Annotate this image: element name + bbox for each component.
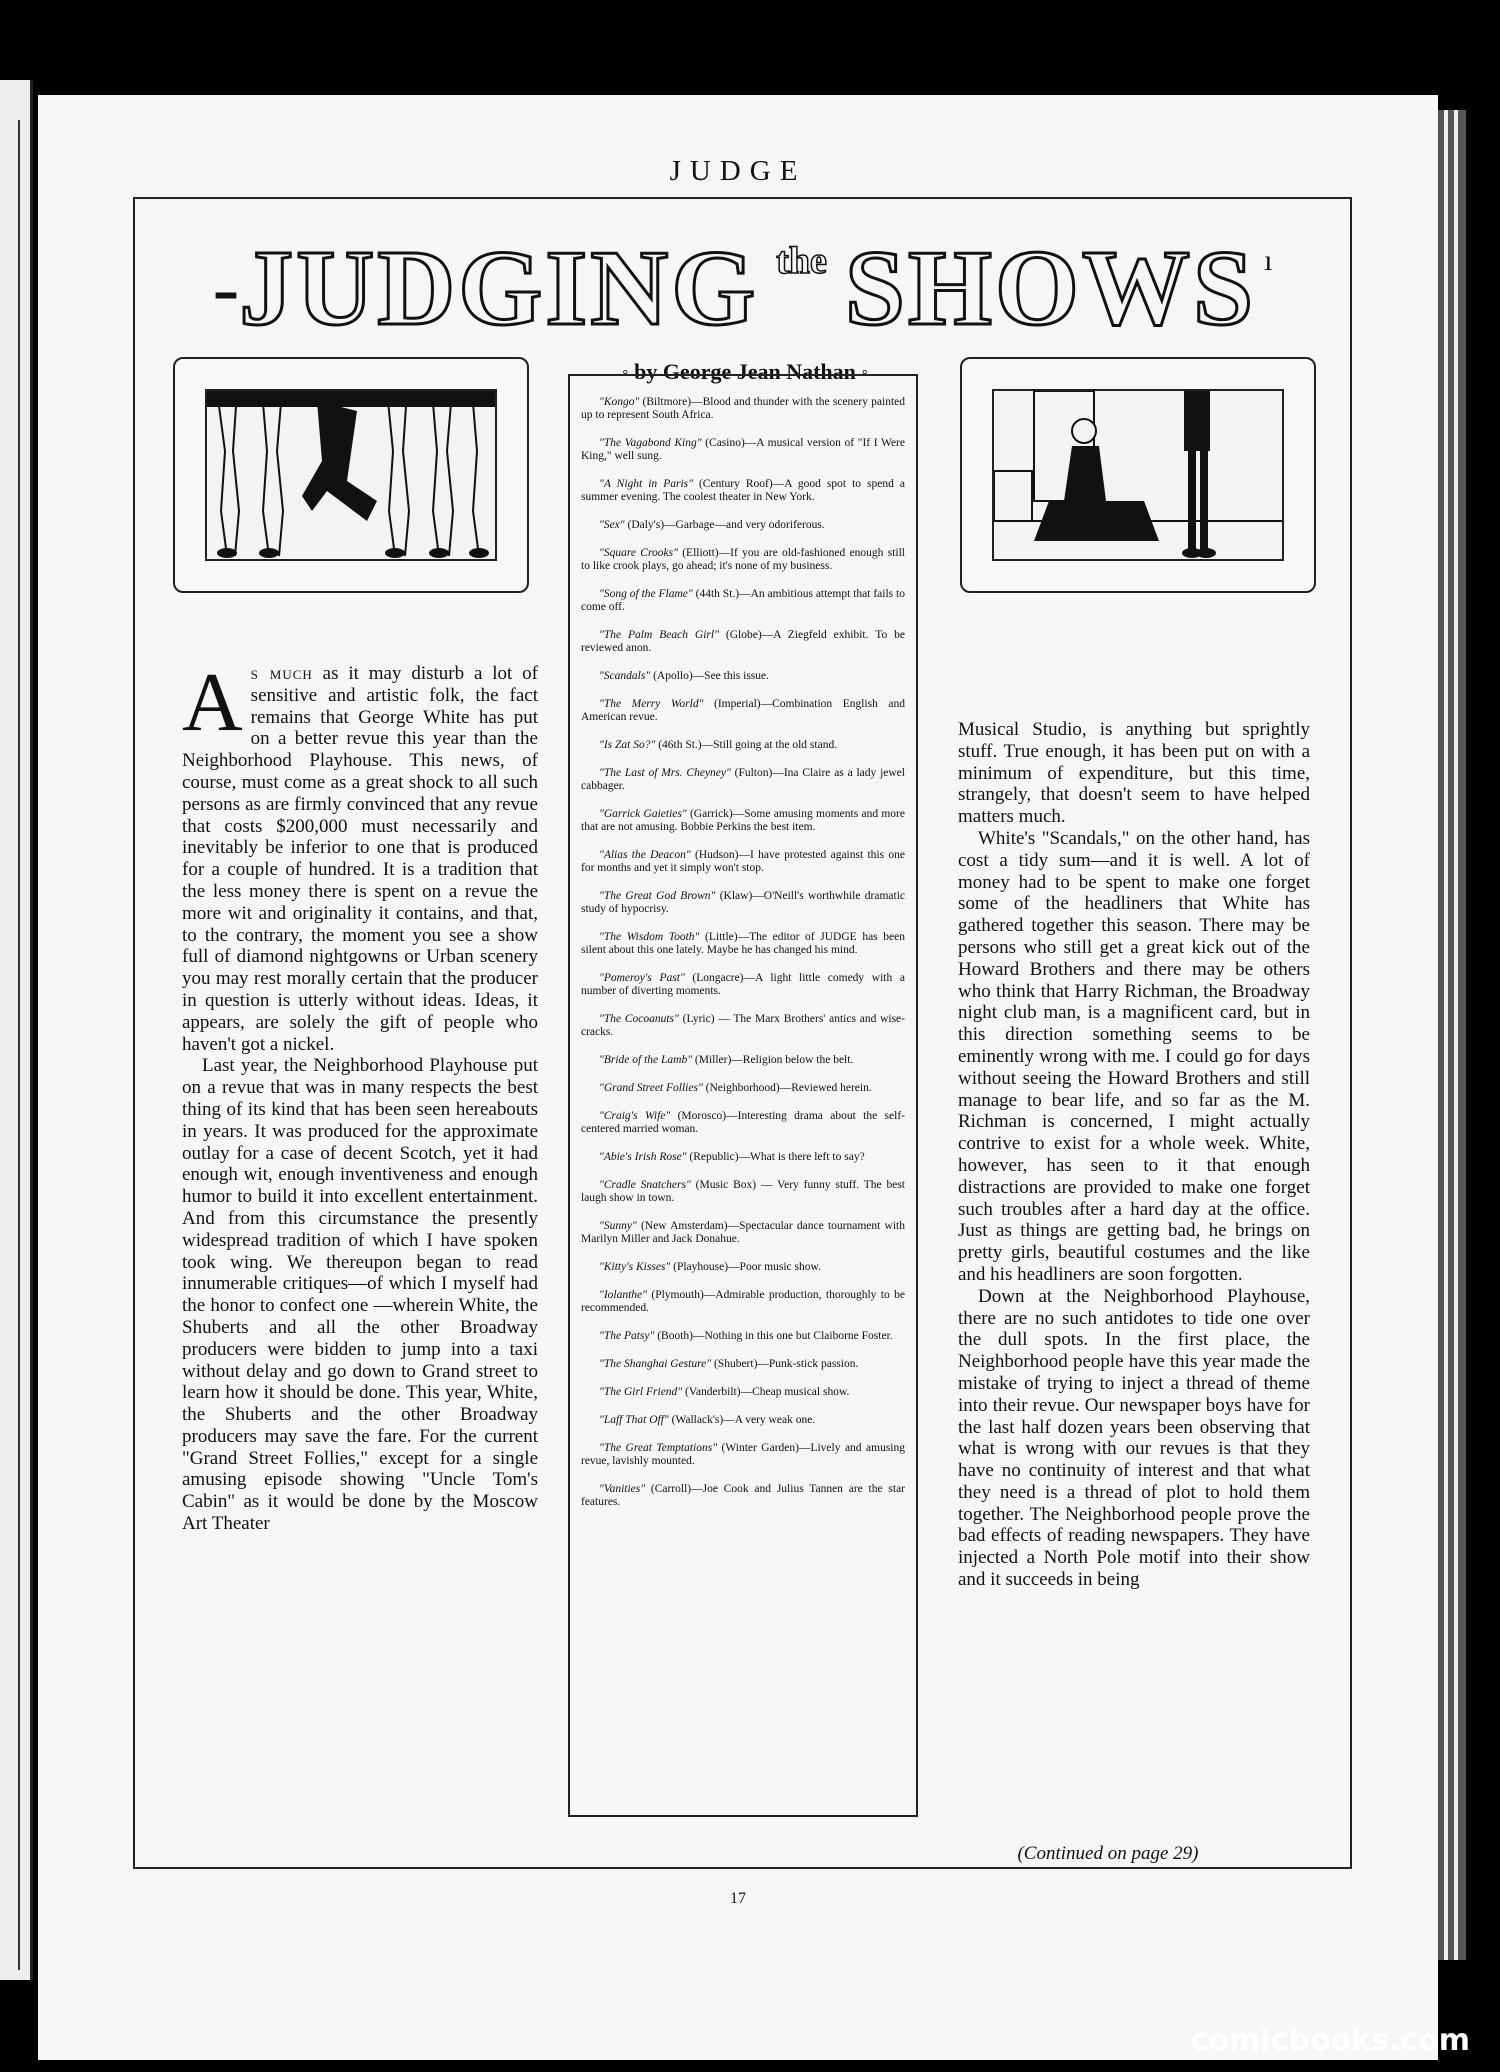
show-title: "Craig's Wife"	[599, 1110, 671, 1122]
show-listing-entry	[581, 1386, 905, 1399]
article-left-column	[182, 656, 538, 1535]
show-title: "The Vagabond King"	[599, 437, 702, 449]
show-review: (Music Box) — Very funny stuff. The best laugh show in town.	[581, 1179, 905, 1204]
show-listing-entry	[581, 767, 905, 793]
show-title: "Pomeroy's Past"	[599, 972, 685, 984]
show-listing-entry	[581, 931, 905, 957]
show-title: "The Great Temptations"	[599, 1442, 718, 1454]
byline: ° by George Jean Nathan °	[622, 359, 868, 384]
show-listing-entry	[581, 698, 905, 724]
show-listing-entry	[581, 1261, 905, 1274]
article-title	[165, 229, 1320, 349]
title-right-flourish: ı	[1264, 244, 1273, 277]
show-review: (Neighborhood)—Reviewed herein.	[702, 1082, 872, 1094]
show-review: (Apollo)—See this issue.	[650, 670, 770, 682]
show-listing-entry	[581, 1082, 905, 1095]
chorus-girls-drawing	[205, 389, 497, 561]
paragraph-scandals: White's "Scandals," on the other hand, has cost a tidy sum—and it is well. A lot of money had to be spent to make one forget some of the headliners that White has gathered together this season. There may be persons who still get a great kick out of the Howard Brothers and there may be others who think that Harry Richman, the Broadway night club man, is a magnificent card, but in this direction something seems to be eminently wrong with me. I could go for days without seeing the Howard Brothers and still manage to bear life, and so far as the M. Richman is concerned, I might actually contrive to exist for a whole week. White, however, has seen to it that enough distractions are provided to make one forget such troubles after a hard day at the office. Just as things are getting bad, he brings on pretty girls, beautiful costumes and the like and his headliners are soon forgotten.	[958, 827, 1310, 1285]
show-review: (44th St.)—An ambitious attempt that fails to come off.	[581, 588, 905, 613]
show-review: (Playhouse)—Poor music show.	[670, 1261, 821, 1273]
show-review: (Casino)—A musical version of "If I Were King," well sung.	[581, 437, 905, 462]
paragraph-musical-studio: Musical Studio, is anything but sprightly stuff. True enough, it has been put on with a minimum of expenditure, but this time, strangely, that doesn't seem to have helped matters much.	[958, 719, 1310, 828]
show-review: (Vanderbilt)—Cheap musical show.	[682, 1386, 850, 1398]
show-title: "Grand Street Follies"	[599, 1082, 703, 1094]
show-review: (Daly's)—Garbage—and very odoriferous.	[624, 519, 825, 531]
show-title: "Laff That Off"	[599, 1414, 669, 1426]
show-title: "Is Zat So?"	[599, 739, 656, 751]
show-review: (Shubert)—Punk-stick passion.	[711, 1358, 859, 1370]
show-listing-entry	[581, 849, 905, 875]
show-title: "Sunny"	[599, 1220, 637, 1232]
show-review: (New Amsterdam)—Spectacular dance tournament with Marilyn Miller and Jack Donahue.	[581, 1220, 905, 1245]
show-title: "Bride of the Lamb"	[599, 1054, 693, 1066]
magazine-header: JUDGE	[669, 155, 807, 187]
show-listing-entry	[581, 1358, 905, 1371]
title-left-flourish: -	[212, 244, 240, 333]
show-listing-entry	[581, 1483, 905, 1509]
magazine-page	[38, 95, 1438, 2060]
show-title: "The Cocoanuts"	[599, 1013, 679, 1025]
show-title: "Garrick Gaieties"	[599, 808, 687, 820]
facing-page-edge	[0, 80, 33, 1980]
show-review: (Imperial)—Combination English and American revue.	[581, 698, 905, 723]
show-listing-entry	[581, 1151, 905, 1164]
show-title: "The Patsy"	[599, 1330, 655, 1342]
show-review: (Longacre)—A light little comedy with a number of diverting moments.	[581, 972, 906, 997]
show-review: (Wallack's)—A very weak one.	[668, 1414, 816, 1426]
paragraph-neighborhood-playhouse: Down at the Neighborhood Playhouse, there are no such antidotes to tide one over the dull spots. In the first place, the Neighborhood people have this year made the mistake of trying to inject a thread of theme into their revue. Our newspaper boys have for the last half dozen years been observing that what is wrong with our revues is that they have no continuity of interest and that what they need is a thread of plot to hold them together. The Neighborhood people prove the bad effects of reading newspapers. They have injected a North Pole motif into their show and it succeeds in being	[958, 1285, 1310, 1591]
continued-note: (Continued on page 29)	[1017, 1843, 1199, 1864]
title-the: the	[776, 240, 827, 282]
show-listing-entry	[581, 739, 905, 752]
byline-text: by George Jean Nathan	[634, 359, 856, 384]
show-listing-entry	[581, 1330, 905, 1343]
show-review: (Little)—The editor of JUDGE has been silent about this one lately. Maybe he has changed his mind.	[581, 931, 905, 956]
show-listing-entry	[581, 1220, 905, 1246]
show-listing-entry	[581, 547, 905, 573]
show-review: (Biltmore)—Blood and thunder with the scenery painted up to represent South Africa.	[581, 396, 905, 421]
paragraph-opening-text: as it may disturb a lot of sensitive and artistic folk, the fact remains that George White has put on a better revue this year than the Neighborhood Playhouse. This news, of course, must come as a great shock to all such persons as are firmly convinced that any revue that costs $200,000 must necessarily and inevitably be inferior to one that is produced for a couple of hundred. It is a tradition that the less money there is spent on a revue the more wit and originality it contains, and that, to the contrary, the moment you see a show full of diamond nightgowns or Urban scenery you may rest morally certain that the producer in question is utterly without ideas. Ideas, it appears, are solely the gift of people who haven't got a nickel.	[182, 663, 538, 1055]
show-listing-entry	[581, 1179, 905, 1205]
show-review: (Republic)—What is there left to say?	[686, 1151, 865, 1163]
show-review: (Miller)—Religion below the belt.	[692, 1054, 854, 1066]
show-listing-entry	[581, 629, 905, 655]
show-review: (Klaw)—O'Neill's worthwhile dramatic study of hypocrisy.	[581, 890, 905, 915]
illustration-chorus-girls	[173, 357, 529, 593]
show-review: (Garrick)—Some amusing moments and more that are not amusing. Bobbie Perkins the best item.	[581, 808, 905, 833]
show-listing-entry	[581, 437, 905, 463]
show-listing-entry	[581, 478, 905, 504]
show-review: (Hudson)—I have protested against this one for months and yet it simply won't stop.	[581, 849, 905, 874]
show-title: "Kitty's Kisses"	[599, 1261, 671, 1273]
show-title: "The Wisdom Tooth"	[599, 931, 700, 943]
title-judging: JUDGING	[239, 229, 759, 348]
show-review: (Century Roof)—A good spot to spend a summer evening. The coolest theater in New York.	[581, 478, 905, 503]
show-listing-entry	[581, 1013, 905, 1039]
paragraph-opening	[182, 656, 538, 1055]
watermark-text: comicbooks.com	[1190, 2023, 1470, 2058]
show-listing-entry	[581, 588, 905, 614]
drop-cap: A	[182, 656, 243, 749]
show-review: (Morosco)—Interesting drama about the self-centered married woman.	[581, 1110, 905, 1135]
show-title: "Song of the Flame"	[599, 588, 693, 600]
show-title: "The Great God Brown"	[599, 890, 716, 902]
show-review: (Elliott)—If you are old-fashioned enough still to like crook plays, go ahead; it's none of my business.	[581, 547, 905, 572]
lead-in-smallcaps: s much	[250, 663, 313, 684]
show-review: (Booth)—Nothing in this one but Claiborne Foster.	[654, 1330, 893, 1342]
page-number: 17	[730, 1890, 746, 1907]
show-review: (Lyric) — The Marx Brothers' antics and wise-cracks.	[581, 1013, 905, 1038]
show-title: "Iolanthe"	[599, 1289, 647, 1301]
show-listing-entry	[581, 972, 905, 998]
show-listing-entry	[581, 1110, 905, 1136]
page-stack-edge	[1438, 110, 1466, 1960]
show-title: "Alias the Deacon"	[599, 849, 691, 861]
show-title: "Scandals"	[599, 670, 651, 682]
show-review: (Winter Garden)—Lively and amusing revue, lavishly mounted.	[581, 1442, 905, 1467]
show-review: (Plymouth)—Admirable production, thoroughly to be recommended.	[581, 1289, 905, 1314]
show-listing-entry	[581, 808, 905, 834]
show-title: "The Shanghai Gesture"	[599, 1358, 712, 1370]
illustration-drawing-room	[960, 357, 1316, 593]
show-title: "Square Crooks"	[599, 547, 678, 559]
show-review: (Carroll)—Joe Cook and Julius Tannen are the star features.	[581, 1483, 905, 1508]
show-listing-entry	[581, 1289, 905, 1315]
drawing-room-drawing	[992, 389, 1284, 561]
article-frame	[133, 197, 1352, 1869]
show-title: "Abie's Irish Rose"	[599, 1151, 687, 1163]
show-listing-entry	[581, 1442, 905, 1468]
show-title: "Vanities"	[599, 1483, 646, 1495]
show-title: "The Merry World"	[599, 698, 704, 710]
show-listings-sidebar	[568, 374, 918, 1817]
show-listing-entry	[581, 670, 905, 683]
show-listing-entry	[581, 519, 905, 532]
show-review: (Globe)—A Ziegfeld exhibit. To be reviewed anon.	[581, 629, 905, 654]
show-title: "The Palm Beach Girl"	[599, 629, 719, 641]
title-shows: SHOWS	[844, 229, 1257, 348]
show-listing-entry	[581, 1414, 905, 1427]
show-title: "Cradle Snatchers"	[599, 1179, 691, 1191]
show-title: "The Girl Friend"	[599, 1386, 683, 1398]
paragraph-neighborhood-last-year: Last year, the Neighborhood Playhouse put on a revue that was in many respects the best thing of its kind that has been seen hereabouts in years. It was produced for the approximate outlay for a case of decent Scotch, yet it had enough wit, enough inventiveness and enough humor to build it into excellent entertainment. And from this circumstance the presently widespread tradition of which I have spoken took wing. We thereupon began to read innumerable critiques—of which I myself had the honor to confect one —wherein White, the Shuberts and all the other Broadway producers were bidden to jump into a taxi without delay and go down to Grand street to learn how it should be done. This year, White, the Shuberts and the other Broadway producers may save the fare. For the current "Grand Street Follies," except for a single amusing episode showing "Uncle Tom's Cabin" as it would be done by the Moscow Art Theater	[182, 1055, 538, 1535]
show-title: "The Last of Mrs. Cheyney"	[599, 767, 731, 779]
show-title: "A Night in Paris"	[599, 478, 693, 490]
show-listing-entry	[581, 890, 905, 916]
show-listing-entry	[581, 1054, 905, 1067]
show-listing-entry	[581, 396, 905, 422]
show-review: (46th St.)—Still going at the old stand.	[655, 739, 838, 751]
article-right-column	[958, 719, 1310, 1591]
show-review: (Fulton)—Ina Claire as a lady jewel cabbager.	[581, 767, 905, 792]
show-title: "Sex"	[599, 519, 625, 531]
show-title: "Kongo"	[599, 396, 640, 408]
